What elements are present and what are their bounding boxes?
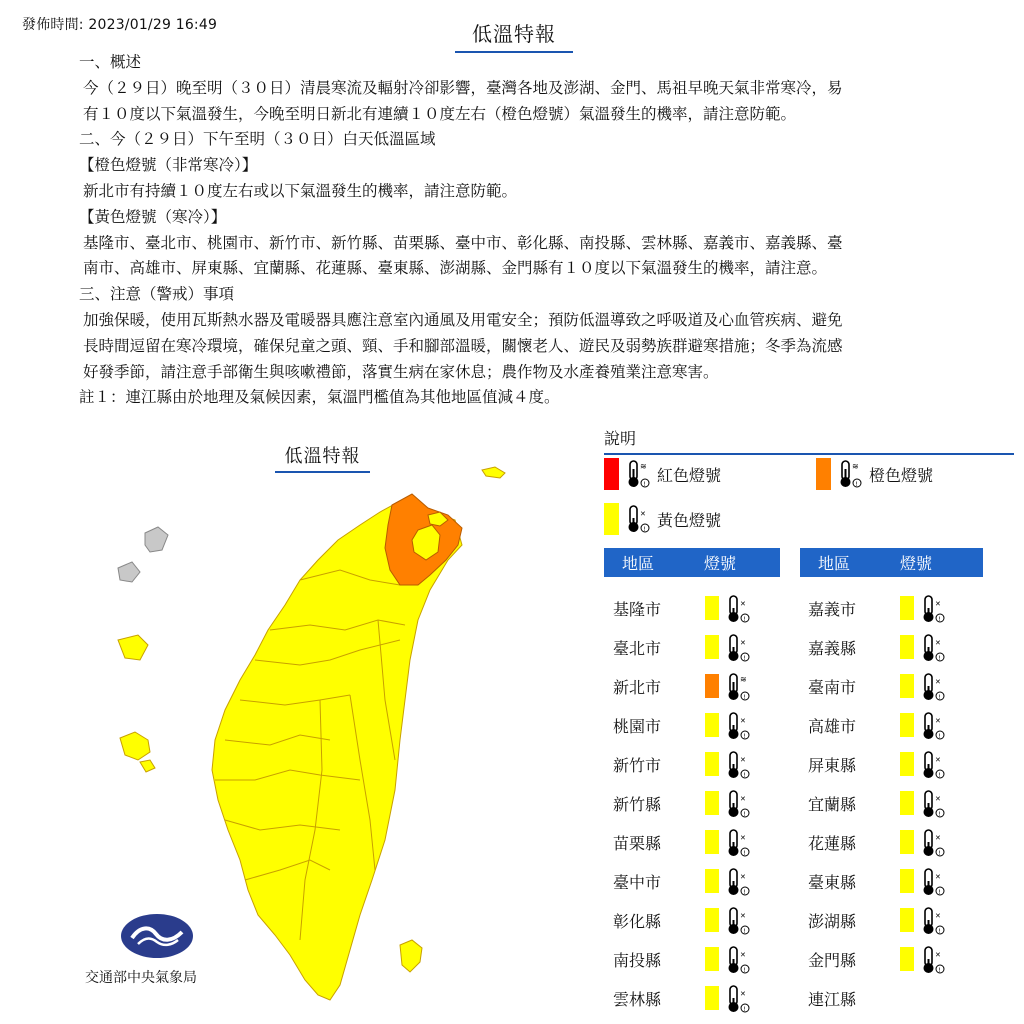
thermometer-icon: [920, 789, 946, 819]
kinmen-island: [120, 732, 150, 760]
svg-text:✕: ✕: [740, 639, 746, 647]
signal-bar: [705, 986, 719, 1010]
table-row: [808, 943, 978, 975]
legend-yellow: [604, 503, 721, 535]
region-name: 苗栗縣: [613, 833, 662, 853]
region-name: 嘉義市: [808, 599, 857, 619]
text-line: 新北市有持續１０度左右或以下氣溫發生的機率，請注意防範。: [83, 181, 518, 200]
signal-icon: [725, 633, 751, 667]
svg-text:!: !: [743, 733, 746, 740]
page-title: 低溫特報: [455, 18, 573, 53]
kinmen-island-2: [140, 760, 155, 772]
lienchiang-island-2: [118, 562, 140, 582]
table-row: [613, 631, 783, 663]
text-line: 基隆市、臺北市、桃園市、新竹市、新竹縣、苗栗縣、臺中市、彰化縣、南投縣、雲林縣、嘉義市、嘉義縣、臺: [83, 233, 843, 252]
region-name: 臺北市: [613, 638, 662, 658]
col-signal: 燈號: [900, 554, 933, 573]
yellow-heading: 【黃色燈號（寒冷）】: [79, 207, 227, 226]
region-name: 金門縣: [808, 950, 857, 970]
signal-icon: [920, 867, 946, 901]
svg-text:✕: ✕: [740, 795, 746, 803]
region-name: 臺中市: [613, 872, 662, 892]
signal-bar: [900, 752, 914, 776]
svg-text:!: !: [743, 1006, 746, 1013]
table-row: [808, 865, 978, 897]
thermometer-icon: [725, 828, 751, 858]
yellow-swatch: [604, 503, 619, 535]
signal-icon: [920, 789, 946, 823]
region-name: 連江縣: [808, 989, 857, 1009]
svg-text:!: !: [855, 481, 858, 488]
region-name: 臺東縣: [808, 872, 857, 892]
table-row: [808, 748, 978, 780]
table-row: [613, 904, 783, 936]
svg-text:!: !: [938, 733, 941, 740]
signal-icon: [920, 594, 946, 628]
svg-text:!: !: [938, 616, 941, 623]
signal-icon: [725, 711, 751, 745]
table-row: [613, 670, 783, 702]
svg-text:!: !: [743, 850, 746, 857]
signal-icon: [725, 945, 751, 979]
issued-time: 發佈時間: 2023/01/29 16:49: [22, 17, 218, 33]
signal-bar: [900, 791, 914, 815]
svg-text:✕: ✕: [740, 990, 746, 998]
svg-text:✕: ✕: [740, 756, 746, 764]
legend: [604, 426, 1014, 455]
region-name: 屏東縣: [808, 755, 857, 775]
table-row: [808, 904, 978, 936]
signal-bar: [705, 947, 719, 971]
table-row: [808, 709, 978, 741]
text-line: 加強保暖，使用瓦斯熱水器及電暖器具應注意室內通風及用電安全；預防低溫導致之呼吸道及心血管疾病、避免: [83, 310, 843, 329]
signal-bar: [900, 908, 914, 932]
thermometer-icon: [625, 459, 651, 489]
lienchiang-island-1: [145, 527, 168, 552]
signal-bar: [705, 830, 719, 854]
orange-label: 橙色燈號: [869, 465, 934, 485]
thermometer-icon: [725, 789, 751, 819]
thermometer-icon: [725, 945, 751, 975]
table-row: [808, 982, 978, 1014]
signal-bar: [900, 947, 914, 971]
cwb-logo-icon: [120, 912, 194, 960]
svg-text:!: !: [743, 616, 746, 623]
table-row: [613, 865, 783, 897]
svg-text:!: !: [743, 772, 746, 779]
region-name: 彰化縣: [613, 911, 662, 931]
svg-text:!: !: [743, 928, 746, 935]
region-name: 臺南市: [808, 677, 857, 697]
region-name: 新竹縣: [613, 794, 662, 814]
signal-bar: [705, 752, 719, 776]
svg-text:!: !: [743, 967, 746, 974]
svg-text:!: !: [938, 850, 941, 857]
signal-bar: [900, 635, 914, 659]
svg-text:✕: ✕: [935, 834, 941, 842]
table-row: [613, 982, 783, 1014]
thermometer-icon: [725, 672, 751, 702]
svg-text:!: !: [938, 889, 941, 896]
svg-text:✕: ✕: [935, 678, 941, 686]
region-name: 基隆市: [613, 599, 662, 619]
note-line: 註１：連江縣由於地理及氣候因素，氣溫門檻值為其他地區值減４度。: [79, 388, 560, 407]
table-row: [613, 943, 783, 975]
svg-text:!: !: [938, 694, 941, 701]
region-name: 嘉義縣: [808, 638, 857, 658]
thermometer-icon: [837, 459, 863, 489]
table-header-right: [800, 548, 983, 577]
svg-text:!: !: [938, 928, 941, 935]
thermometer-icon: [725, 711, 751, 741]
signal-bar: [900, 596, 914, 620]
signal-icon: [920, 633, 946, 667]
col-signal: 燈號: [704, 554, 737, 573]
svg-text:!: !: [938, 811, 941, 818]
thermometer-icon: [725, 867, 751, 897]
col-region: 地區: [622, 554, 655, 573]
region-name: 南投縣: [613, 950, 662, 970]
signal-icon: [725, 867, 751, 901]
svg-text:✕: ✕: [740, 834, 746, 842]
orange-swatch: [816, 458, 831, 490]
thermometer-icon: [920, 711, 946, 741]
thermometer-icon: [725, 750, 751, 780]
svg-text:≋: ≋: [852, 462, 859, 471]
svg-text:✕: ✕: [740, 873, 746, 881]
text-line: 今（２９日）晚至明（３０日）清晨寒流及輻射冷卻影響，臺灣各地及澎湖、金門、馬祖早晚天氣非常寒冷，易: [83, 78, 843, 97]
red-swatch: [604, 458, 619, 490]
signal-icon: [725, 906, 751, 940]
signal-bar: [900, 869, 914, 893]
svg-text:✕: ✕: [935, 717, 941, 725]
region-name: 雲林縣: [613, 989, 662, 1009]
signal-bar: [705, 713, 719, 737]
signal-bar: [705, 791, 719, 815]
svg-text:!: !: [938, 772, 941, 779]
region-name: 花蓮縣: [808, 833, 857, 853]
svg-text:!: !: [743, 655, 746, 662]
yellow-label: 黃色燈號: [657, 510, 722, 530]
thermometer-icon: [920, 672, 946, 702]
thermometer-icon: [625, 504, 651, 534]
svg-text:≋: ≋: [740, 675, 747, 684]
section-heading-overview: 一、概述: [79, 53, 142, 71]
table-row: [613, 709, 783, 741]
thermometer-icon: [920, 867, 946, 897]
svg-text:✕: ✕: [740, 912, 746, 920]
legend-title: 說明: [604, 426, 1014, 455]
signal-icon: [725, 789, 751, 823]
text-line: 長時間逗留在寒冷環境，確保兒童之頭、頸、手和腳部溫暖，關懷老人、遊民及弱勢族群避寒措施；冬季為流感: [83, 336, 843, 355]
table-row: [808, 826, 978, 858]
thermometer-icon: [725, 594, 751, 624]
svg-text:✕: ✕: [935, 639, 941, 647]
signal-icon: [920, 828, 946, 862]
svg-text:✕: ✕: [935, 795, 941, 803]
red-label: 紅色燈號: [657, 465, 722, 485]
text-line: 有１０度以下氣溫發生，今晚至明日新北有連續１０度左右（橙色燈號）氣溫發生的機率，請注意防範。: [83, 104, 797, 123]
signal-icon: [725, 750, 751, 784]
svg-text:✕: ✕: [740, 717, 746, 725]
signal-icon: [920, 672, 946, 706]
svg-text:✕: ✕: [740, 951, 746, 959]
map-title: 低溫特報: [275, 442, 370, 473]
svg-text:!: !: [743, 811, 746, 818]
region-name: 新北市: [613, 677, 662, 697]
signal-bar: [705, 596, 719, 620]
signal-icon: [920, 945, 946, 979]
svg-text:!: !: [643, 526, 646, 533]
table-row: [613, 748, 783, 780]
thermometer-icon: [920, 906, 946, 936]
thermometer-icon: [920, 750, 946, 780]
col-region: 地區: [818, 554, 851, 573]
signal-bar: [705, 908, 719, 932]
penghu-island-1: [118, 635, 148, 660]
signal-bar: [900, 713, 914, 737]
matsu-island: [482, 467, 505, 478]
table-row: [808, 670, 978, 702]
signal-icon: [725, 984, 751, 1018]
signal-bar: [900, 830, 914, 854]
svg-text:✕: ✕: [935, 873, 941, 881]
svg-text:!: !: [938, 967, 941, 974]
legend-red: [604, 458, 721, 490]
svg-text:!: !: [938, 655, 941, 662]
table-row: [613, 787, 783, 819]
table-row: [613, 592, 783, 624]
signal-icon: [920, 750, 946, 784]
region-name: 宜蘭縣: [808, 794, 857, 814]
svg-text:≋: ≋: [640, 462, 647, 471]
svg-text:✕: ✕: [640, 510, 646, 518]
thermometer-icon: [920, 945, 946, 975]
svg-text:!: !: [643, 481, 646, 488]
table-row: [808, 787, 978, 819]
signal-icon: [725, 672, 751, 706]
svg-text:✕: ✕: [935, 600, 941, 608]
table-header-left: [604, 548, 780, 577]
thermometer-icon: [725, 984, 751, 1014]
svg-text:✕: ✕: [935, 912, 941, 920]
svg-text:✕: ✕: [935, 951, 941, 959]
thermometer-icon: [725, 633, 751, 663]
signal-icon: [920, 906, 946, 940]
thermometer-icon: [725, 906, 751, 936]
svg-text:✕: ✕: [935, 756, 941, 764]
signal-bar: [705, 635, 719, 659]
signal-bar: [705, 674, 719, 698]
region-name: 高雄市: [808, 716, 857, 736]
signal-icon: [725, 828, 751, 862]
section-heading-cautions: 三、注意（警戒）事項: [79, 285, 235, 304]
text-line: 好發季節，請注意手部衛生與咳嗽禮節，落實生病在家休息；農作物及水產養殖業注意寒害。: [83, 362, 719, 381]
svg-text:✕: ✕: [740, 600, 746, 608]
region-name: 新竹市: [613, 755, 662, 775]
thermometer-icon: [920, 633, 946, 663]
section-heading-regions: 二、今（２９日）下午至明（３０日）白天低溫區域: [79, 130, 436, 149]
region-name: 桃園市: [613, 716, 662, 736]
thermometer-icon: [920, 828, 946, 858]
svg-text:!: !: [743, 694, 746, 701]
warning-text: [79, 50, 943, 411]
orchid-island: [400, 940, 422, 972]
orange-heading: 【橙色燈號（非常寒冷）】: [79, 156, 258, 175]
table-row: [808, 631, 978, 663]
agency-name: 交通部中央氣象局: [85, 970, 197, 986]
text-line: 南市、高雄市、屏東縣、宜蘭縣、花蓮縣、臺東縣、澎湖縣、金門縣有１０度以下氣溫發生的機率，請注意。: [83, 259, 828, 278]
signal-bar: [705, 869, 719, 893]
table-row: [808, 592, 978, 624]
svg-text:!: !: [743, 889, 746, 896]
table-row: [613, 826, 783, 858]
signal-icon: [725, 594, 751, 628]
legend-orange: [816, 458, 933, 490]
signal-icon: [920, 711, 946, 745]
thermometer-icon: [920, 594, 946, 624]
region-name: 澎湖縣: [808, 911, 857, 931]
signal-bar: [900, 674, 914, 698]
